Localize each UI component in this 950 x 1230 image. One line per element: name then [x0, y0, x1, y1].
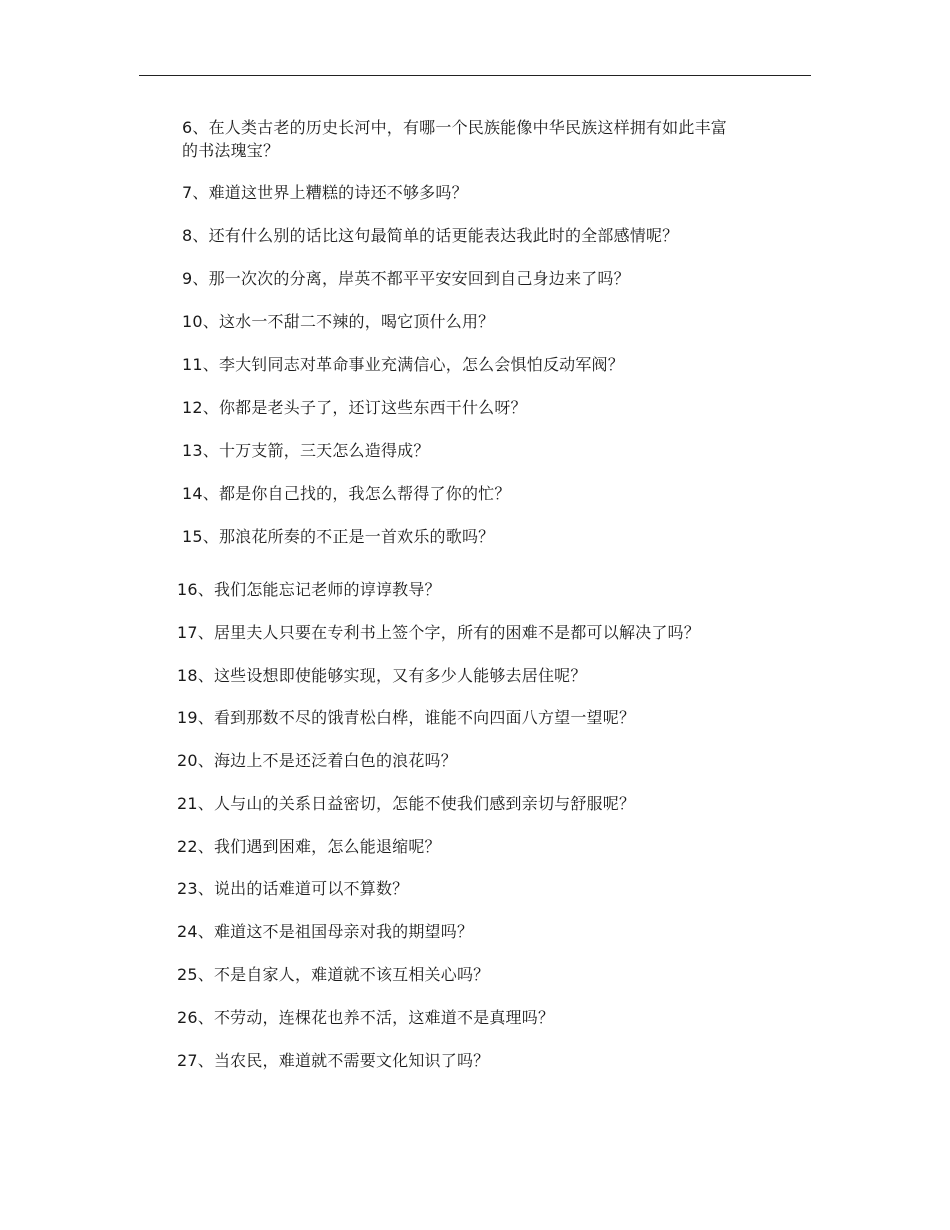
sentence-6-line-2: 的书法瑰宝？	[182, 141, 280, 160]
sentence-15: 15、那浪花所奏的不正是一首欢乐的歌吗？	[182, 527, 495, 546]
sentence-16: 16、我们怎能忘记老师的谆谆教导？	[177, 580, 441, 599]
sentence-10: 10、这水一不甜二不辣的，喝它顶什么用？	[182, 312, 495, 331]
sentence-12: 12、你都是老头子了，还订这些东西干什么呀？	[182, 398, 527, 417]
sentence-27: 27、当农民，难道就不需要文化知识了吗？	[177, 1051, 490, 1070]
sentence-9: 9、那一次次的分离，岸英不都平平安安回到自己身边来了吗？	[182, 269, 630, 288]
sentence-25: 25、不是自家人，难道就不该互相关心吗？	[177, 965, 490, 984]
sentence-22: 22、我们遇到困难，怎么能退缩呢？	[177, 837, 441, 856]
sentence-8: 8、还有什么别的话比这句最简单的话更能表达我此时的全部感情呢？	[182, 226, 679, 245]
sentence-11: 11、李大钊同志对革命事业充满信心，怎么会惧怕反动军阀？	[182, 355, 624, 374]
sentence-19: 19、看到那数不尽的饿青松白桦，谁能不向四面八方望一望呢？	[177, 708, 636, 727]
sentence-23: 23、说出的话难道可以不算数？	[177, 879, 409, 898]
sentence-21: 21、人与山的关系日益密切，怎能不使我们感到亲切与舒服呢？	[177, 794, 636, 813]
header-rule	[139, 75, 811, 76]
sentence-20: 20、海边上不是还泛着白色的浪花吗？	[177, 751, 457, 770]
sentence-14: 14、都是你自己找的，我怎么帮得了你的忙？	[182, 484, 511, 503]
sentence-13: 13、十万支箭，三天怎么造得成？	[182, 441, 430, 460]
sentence-18: 18、这些设想即使能够实现，又有多少人能够去居住呢？	[177, 666, 587, 685]
sentence-6-line-1: 6、在人类古老的历史长河中，有哪一个民族能像中华民族这样拥有如此丰富	[182, 118, 727, 137]
sentence-17: 17、居里夫人只要在专利书上签个字，所有的困难不是都可以解决了吗？	[177, 623, 700, 642]
sentence-26: 26、不劳动，连棵花也养不活，这难道不是真理吗？	[177, 1008, 555, 1027]
sentence-7: 7、难道这世界上糟糕的诗还不够多吗？	[182, 183, 468, 202]
sentence-24: 24、难道这不是祖国母亲对我的期望吗？	[177, 922, 474, 941]
